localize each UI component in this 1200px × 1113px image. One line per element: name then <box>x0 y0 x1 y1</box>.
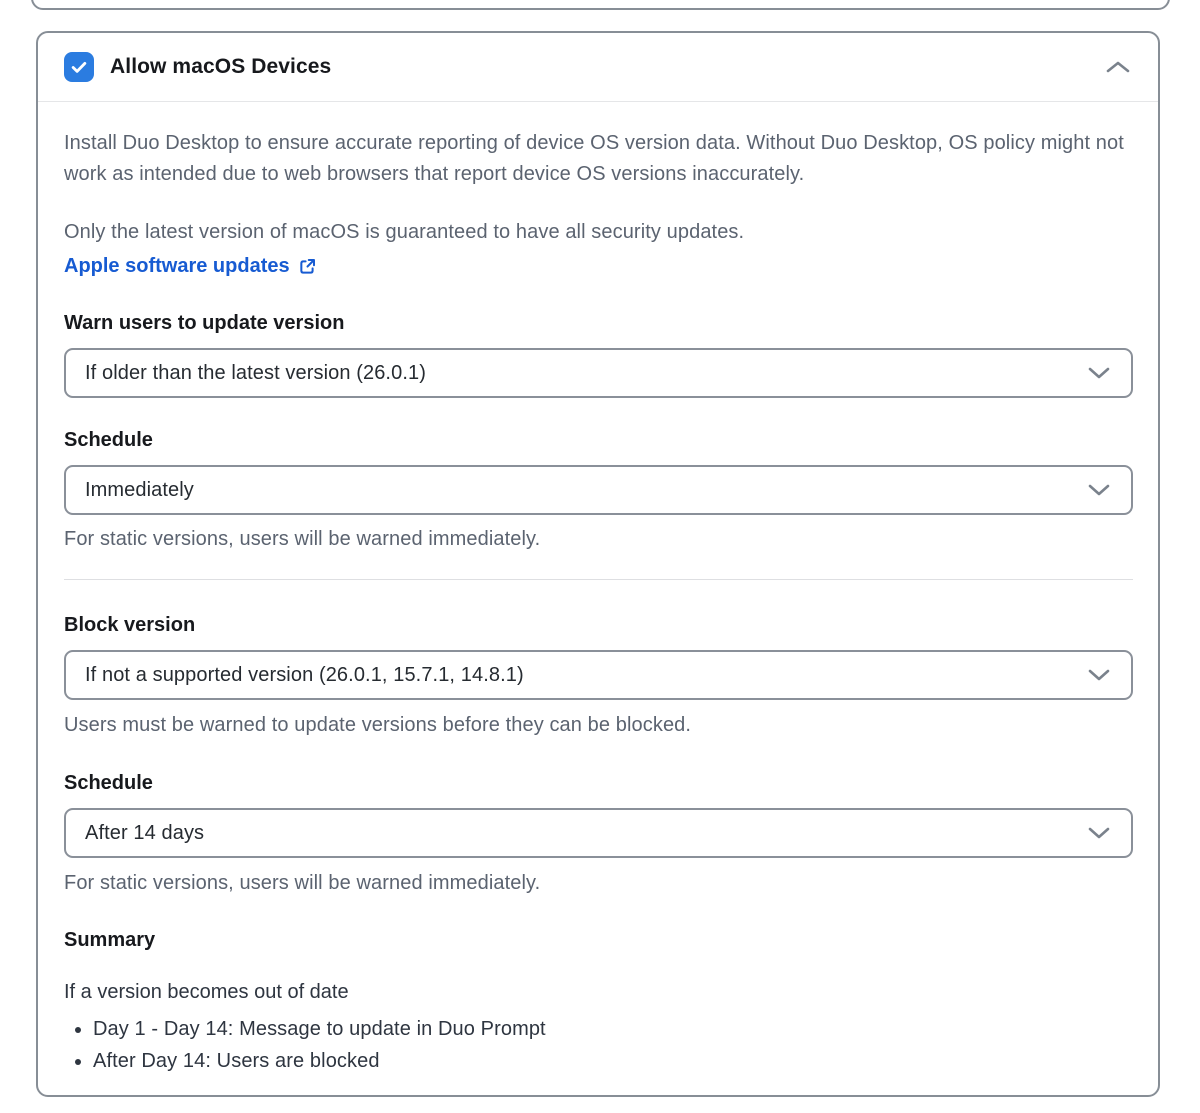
chevron-down-icon <box>1087 366 1111 380</box>
warn-schedule-label: Schedule <box>64 429 153 451</box>
allow-macos-checkbox[interactable] <box>64 52 94 82</box>
block-version-field <box>64 613 1133 737</box>
block-version-help: Users must be warned to update versions before they can be blocked. <box>64 714 692 736</box>
warn-version-label: Warn users to update version <box>64 312 345 334</box>
block-schedule-field <box>64 771 1133 895</box>
block-schedule-label: Schedule <box>64 772 153 794</box>
external-link-icon <box>299 258 316 275</box>
summary-bullet-warn-window: • Day 1 - Day 14: Message to update in Duo Prompt <box>93 1013 1133 1045</box>
warn-version-field <box>64 311 1133 398</box>
warn-version-value: If older than the latest version (26.0.1) <box>85 361 426 384</box>
summary-bullet-block-after: • After Day 14: Users are blocked <box>93 1045 1133 1077</box>
summary-list <box>64 1013 1133 1077</box>
block-version-select[interactable] <box>64 650 1133 700</box>
chevron-up-icon <box>1104 59 1132 75</box>
card-body <box>38 102 1158 1077</box>
chevron-down-icon <box>1087 483 1111 497</box>
latest-version-note: Only the latest version of macOS is guaranteed to have all security updates. <box>64 221 745 243</box>
block-schedule-select[interactable] <box>64 808 1133 858</box>
summary-intro: If a version becomes out of date <box>64 981 349 1003</box>
block-schedule-help: For static versions, users will be warned immediately. <box>64 872 541 894</box>
warn-schedule-field <box>64 428 1133 551</box>
warn-schedule-help: For static versions, users will be warned immediately. <box>64 528 541 550</box>
checkmark-icon <box>69 57 89 77</box>
block-version-label: Block version <box>64 614 196 636</box>
allow-macos-devices-card <box>36 31 1160 1097</box>
chevron-down-icon <box>1087 668 1111 682</box>
warn-version-select[interactable] <box>64 348 1133 398</box>
warn-schedule-value: Immediately <box>85 478 194 501</box>
apple-software-updates-link[interactable] <box>64 255 316 278</box>
duo-desktop-note: Install Duo Desktop to ensure accurate reporting of device OS version data. Without Duo Desktop, OS policy might not work as intended due to web browsers that report device OS versions inaccurately. <box>64 132 1124 185</box>
chevron-down-icon <box>1087 826 1111 840</box>
summary-heading: Summary <box>64 929 156 951</box>
warn-schedule-select[interactable] <box>64 465 1133 515</box>
block-schedule-value: After 14 days <box>85 821 205 844</box>
link-label: Apple software updates <box>64 255 290 277</box>
block-version-value: If not a supported version (26.0.1, 15.7.1, 14.8.1) <box>85 663 524 686</box>
section-divider <box>64 579 1133 580</box>
card-header <box>38 33 1158 102</box>
previous-card-bottom-edge <box>31 0 1170 10</box>
collapse-section-button[interactable] <box>1100 55 1136 79</box>
card-title: Allow macOS Devices <box>110 55 332 78</box>
